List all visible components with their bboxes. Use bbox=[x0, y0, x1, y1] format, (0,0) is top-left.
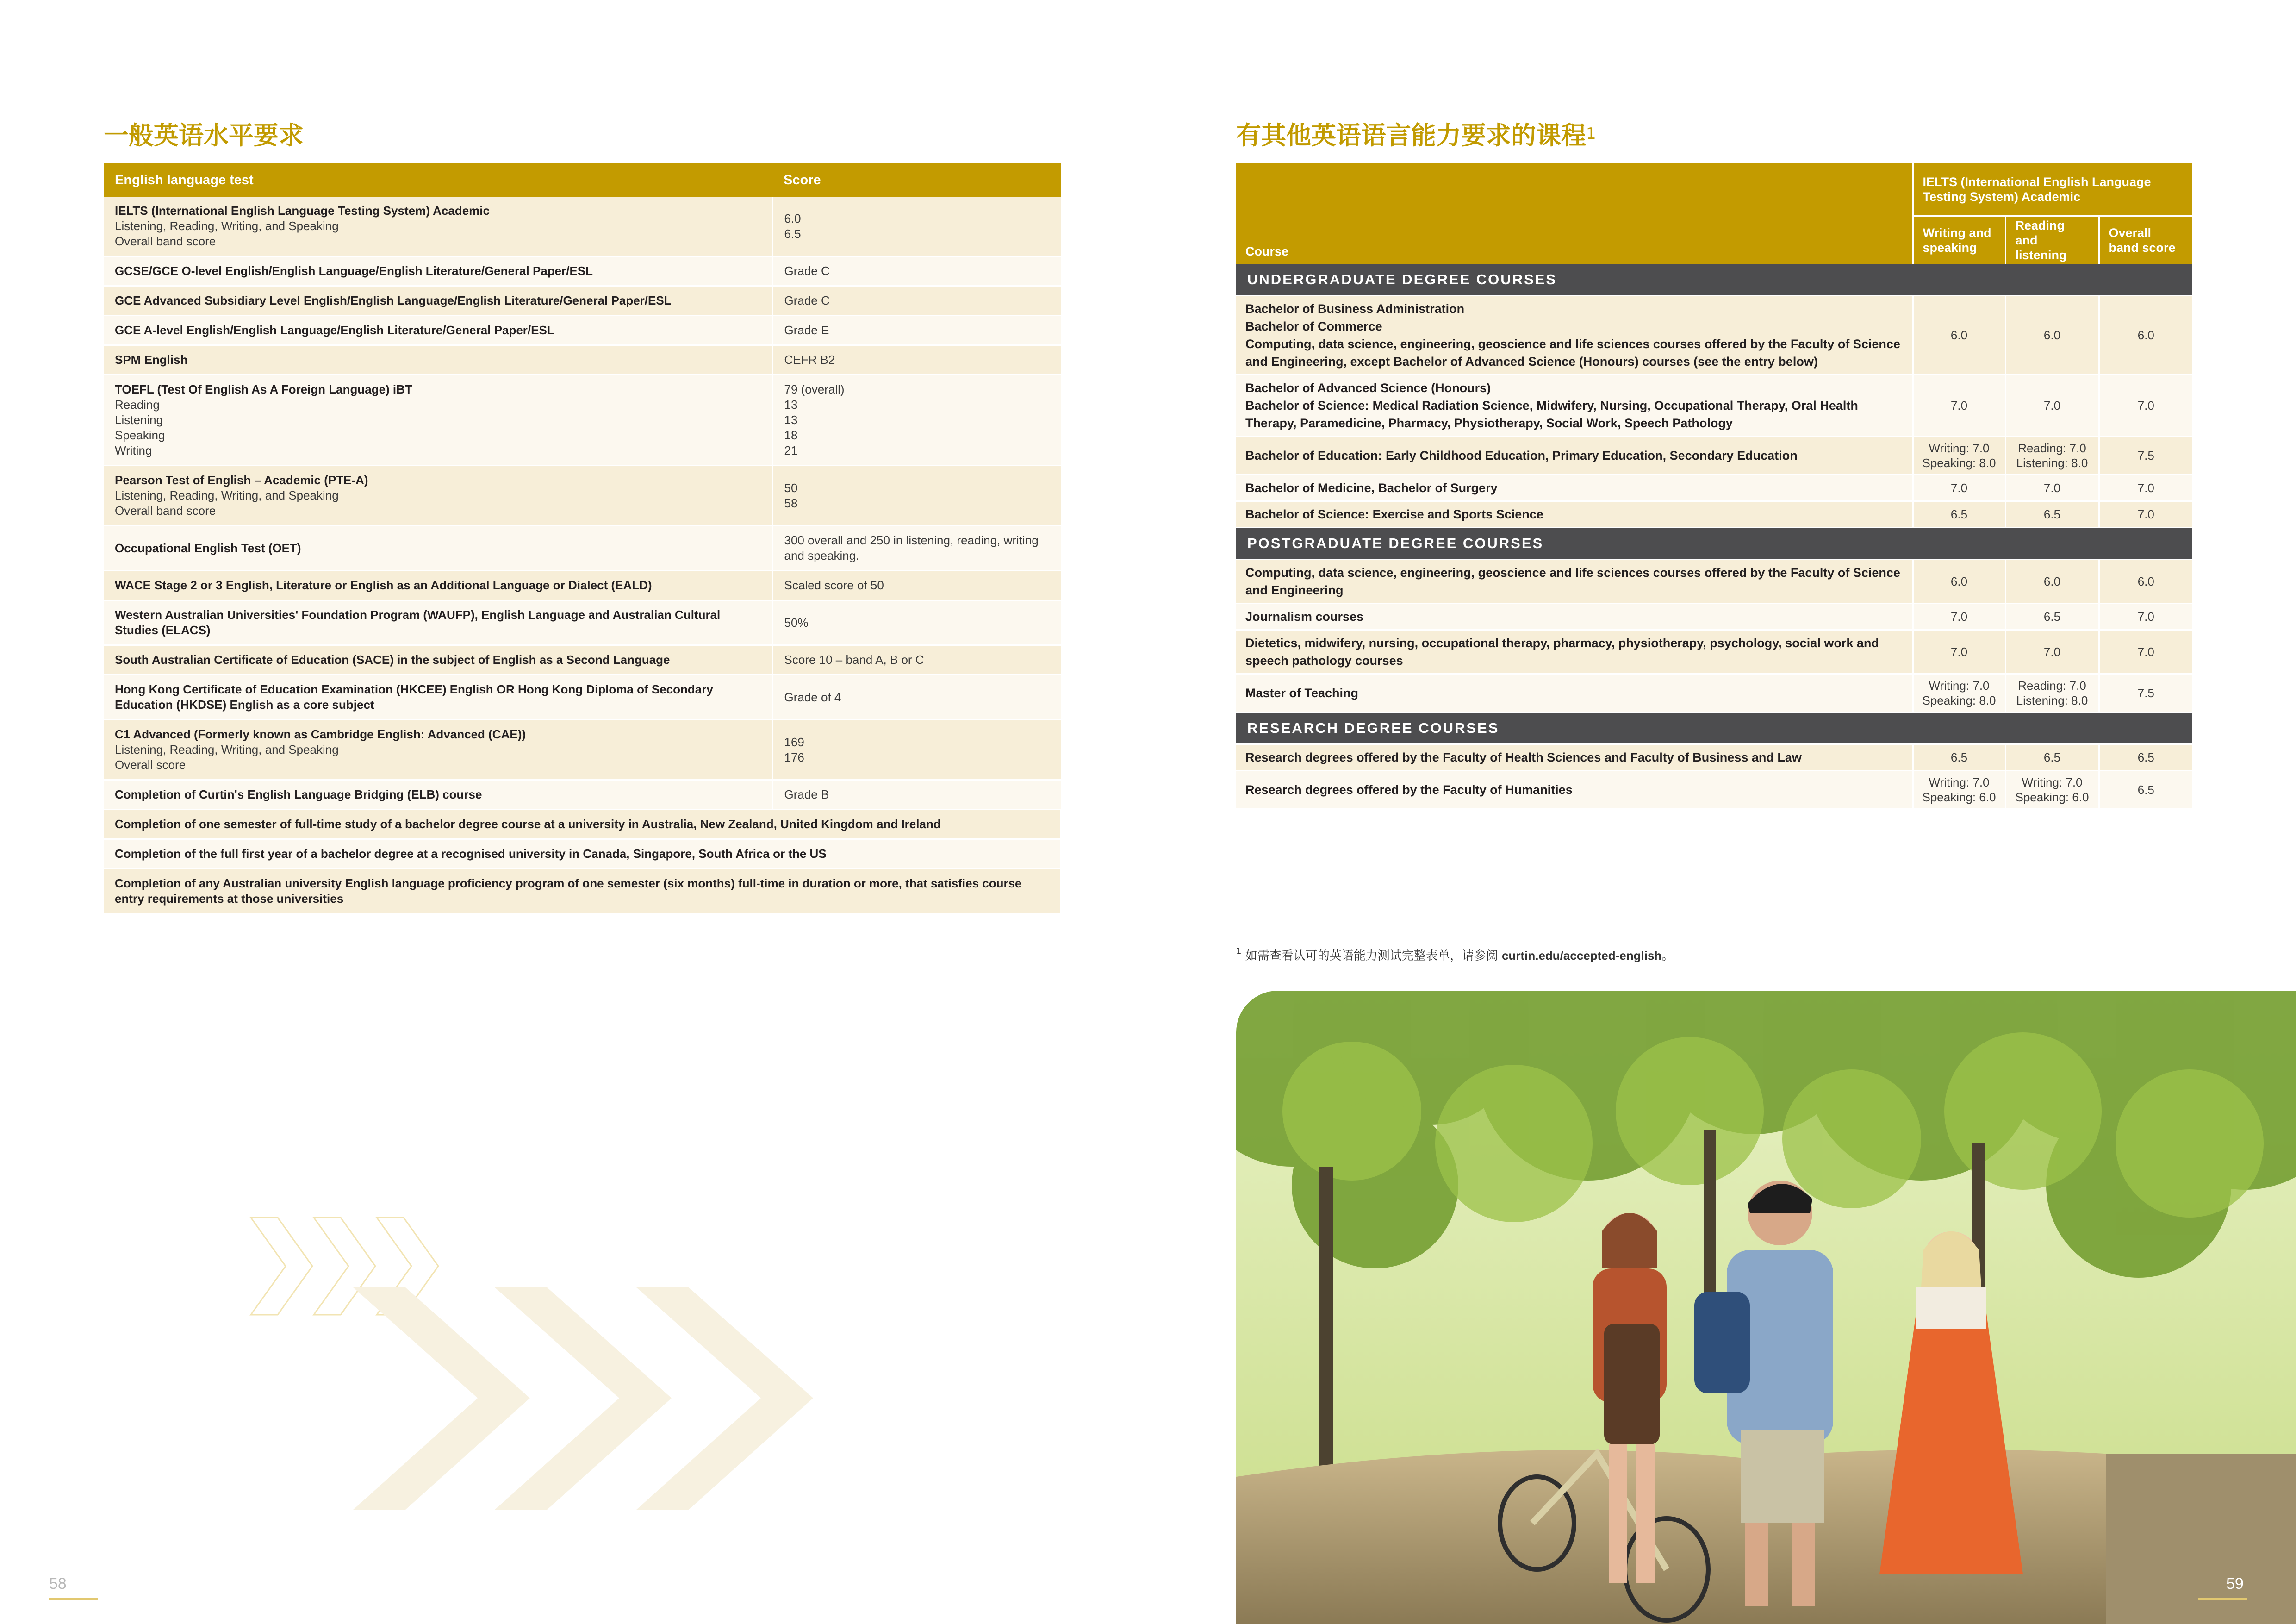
score-value: 6.5 bbox=[784, 226, 801, 241]
score-value: 7.0 bbox=[1950, 644, 1968, 659]
table-row bbox=[1236, 770, 2192, 809]
test-name-cell bbox=[104, 526, 772, 571]
table-row bbox=[104, 375, 1061, 466]
course-specific-requirements-table bbox=[1236, 163, 2192, 810]
table-row bbox=[104, 839, 1061, 869]
overall-band-score: 7.0 bbox=[2099, 630, 2192, 674]
course-name: Computing, data science, engineering, geoscience and life sciences courses offered by the Faculty of Science and Engineering bbox=[1245, 565, 1900, 597]
course-cell bbox=[1236, 770, 1913, 809]
writing-speaking-score bbox=[1913, 744, 2005, 770]
score-value: Writing: 7.0 bbox=[1929, 441, 1990, 455]
course-name: Research degrees offered by the Faculty of Health Sciences and Faculty of Business and Law bbox=[1245, 750, 1802, 764]
score-value: Writing: 7.0 bbox=[1929, 678, 1990, 693]
score-value: 300 overall and 250 in listening, reading, writing and speaking. bbox=[784, 533, 1039, 562]
test-component: Overall band score bbox=[115, 234, 216, 248]
section-header-row bbox=[1236, 527, 2192, 559]
right-page-heading: 有其他英语语言能力要求的课程$^1$ bbox=[1236, 121, 1596, 150]
course-cell bbox=[1236, 475, 1913, 501]
course-name: Bachelor of Commerce bbox=[1245, 319, 1382, 333]
test-name-cell bbox=[104, 645, 772, 675]
test-component: Listening, Reading, Writing, and Speaking bbox=[115, 743, 339, 756]
score-value: 21 bbox=[784, 443, 798, 457]
score-value: Speaking: 8.0 bbox=[1922, 456, 1996, 470]
score-value: Grade E bbox=[784, 323, 829, 337]
score-value: Speaking: 6.0 bbox=[1922, 790, 1996, 804]
table-row bbox=[1236, 436, 2192, 475]
writing-speaking-score bbox=[1913, 436, 2005, 475]
test-name: C1 Advanced (Formerly known as Cambridge English: Advanced (CAE)) bbox=[115, 727, 526, 741]
section-header-row bbox=[1236, 264, 2192, 296]
score-value: 169 bbox=[784, 735, 804, 749]
test-name-cell bbox=[104, 571, 772, 600]
score-cell bbox=[772, 720, 1061, 780]
table-row bbox=[1236, 501, 2192, 527]
reading-listening-score bbox=[2005, 375, 2099, 436]
table-row bbox=[104, 675, 1061, 720]
section-header-row bbox=[1236, 712, 2192, 744]
right-page-number: 59 bbox=[2226, 1575, 2244, 1593]
score-value: 7.0 bbox=[1950, 398, 1968, 412]
table-row bbox=[104, 720, 1061, 780]
score-value: Listening: 8.0 bbox=[2016, 456, 2088, 470]
course-name: Bachelor of Education: Early Childhood Education, Primary Education, Secondary Education bbox=[1245, 448, 1798, 462]
score-value: 50% bbox=[784, 615, 809, 630]
score-value: 79 (overall) bbox=[784, 382, 845, 396]
test-name: IELTS (International English Language Testing System) Academic bbox=[115, 204, 490, 218]
right-page-number-rule bbox=[2198, 1598, 2247, 1600]
table-row bbox=[1236, 295, 2192, 375]
table-row bbox=[1236, 744, 2192, 770]
writing-speaking-score bbox=[1913, 375, 2005, 436]
score-cell bbox=[772, 526, 1061, 571]
table-row bbox=[104, 526, 1061, 571]
score-cell bbox=[772, 645, 1061, 675]
score-value: Grade B bbox=[784, 787, 829, 801]
score-cell bbox=[772, 780, 1061, 810]
test-name-cell bbox=[104, 675, 772, 720]
writing-speaking-score bbox=[1913, 603, 2005, 630]
score-value: 176 bbox=[784, 750, 804, 764]
score-cell bbox=[772, 197, 1061, 256]
test-component: Overall band score bbox=[115, 504, 216, 518]
reading-listening-score bbox=[2005, 603, 2099, 630]
test-name-cell bbox=[104, 286, 772, 316]
reading-listening-score bbox=[2005, 674, 2099, 712]
test-name-cell bbox=[104, 345, 772, 375]
overall-band-score: 7.0 bbox=[2099, 501, 2192, 527]
test-component: Listening, Reading, Writing, and Speaking bbox=[115, 488, 339, 502]
test-component: Listening bbox=[115, 413, 163, 427]
course-cell bbox=[1236, 603, 1913, 630]
column-header-score: Score bbox=[772, 163, 1061, 197]
test-name: GCSE/GCE O-level English/English Language/English Literature/General Paper/ESL bbox=[115, 264, 593, 278]
table-row bbox=[1236, 603, 2192, 630]
table-row bbox=[104, 256, 1061, 286]
score-cell bbox=[772, 286, 1061, 316]
score-cell bbox=[772, 345, 1061, 375]
score-value: 6.5 bbox=[1950, 507, 1968, 521]
course-name: Bachelor of Advanced Science (Honours) bbox=[1245, 381, 1491, 395]
table-row bbox=[104, 645, 1061, 675]
table-row bbox=[1236, 375, 2192, 436]
score-value: 6.5 bbox=[1950, 750, 1968, 764]
test-name: SPM English bbox=[115, 353, 188, 367]
reading-listening-score bbox=[2005, 744, 2099, 770]
left-page-heading: 一般英语水平要求 bbox=[104, 121, 304, 150]
score-value: Grade C bbox=[784, 294, 830, 307]
score-value: Speaking: 6.0 bbox=[2015, 790, 2089, 804]
score-value: 7.0 bbox=[1950, 481, 1968, 495]
column-header-overall: Overall band score bbox=[2099, 216, 2192, 264]
score-value: Writing: 7.0 bbox=[2022, 775, 2083, 789]
test-name: Completion of any Australian university English language proficiency program of one semester (six months) full-time in duration or more, that satisfies course entry requirements at those universities bbox=[115, 876, 1022, 906]
score-value: 58 bbox=[784, 496, 798, 510]
column-header-course: Course bbox=[1236, 163, 1913, 264]
accepted-english-link[interactable]: curtin.edu/accepted-english bbox=[1502, 949, 1662, 962]
reading-listening-score bbox=[2005, 436, 2099, 475]
course-cell bbox=[1236, 744, 1913, 770]
test-name: Western Australian Universities' Foundation Program (WAUFP), English Language and Australian Cultural Studies (ELACS) bbox=[115, 608, 721, 637]
table-row bbox=[104, 600, 1061, 645]
course-name: Computing, data science, engineering, geoscience and life sciences courses offered by the Faculty of Science and Engineering, except Bachelor of Advanced Science (Honours) courses (see the entry below) bbox=[1245, 337, 1900, 369]
course-name: Master of Teaching bbox=[1245, 686, 1359, 700]
left-page-number-rule bbox=[49, 1598, 98, 1600]
course-name: Journalism courses bbox=[1245, 609, 1364, 624]
test-name: South Australian Certificate of Education (SACE) in the subject of English as a Second Language bbox=[115, 653, 670, 667]
writing-speaking-score bbox=[1913, 295, 2005, 375]
writing-speaking-score bbox=[1913, 475, 2005, 501]
table-row bbox=[104, 286, 1061, 316]
table-row bbox=[104, 316, 1061, 345]
left-page-number: 58 bbox=[49, 1575, 67, 1593]
overall-band-score: 6.0 bbox=[2099, 559, 2192, 603]
score-value: Listening: 8.0 bbox=[2016, 693, 2088, 707]
score-cell bbox=[772, 316, 1061, 345]
course-name: Bachelor of Science: Medical Radiation Science, Midwifery, Nursing, Occupational Therapy, Oral Health Therapy, Paramedicine, Pharmacy, Physiotherapy, Social Work, Speech Pathology bbox=[1245, 398, 1858, 430]
reading-listening-score bbox=[2005, 295, 2099, 375]
test-name: GCE Advanced Subsidiary Level English/English Language/English Literature/General Paper/ESL bbox=[115, 294, 672, 307]
table-row bbox=[104, 780, 1061, 810]
score-value: 50 bbox=[784, 481, 798, 495]
score-value: Grade of 4 bbox=[784, 690, 841, 704]
section-title: POSTGRADUATE DEGREE COURSES bbox=[1236, 527, 2192, 559]
overall-band-score: 7.5 bbox=[2099, 674, 2192, 712]
test-name-cell bbox=[104, 316, 772, 345]
table-row bbox=[104, 466, 1061, 526]
score-cell bbox=[772, 375, 1061, 466]
reading-listening-score bbox=[2005, 475, 2099, 501]
test-component: Writing bbox=[115, 443, 152, 457]
score-value: 7.0 bbox=[2043, 398, 2061, 412]
column-header-test: English language test bbox=[104, 163, 772, 197]
score-value: 6.5 bbox=[2043, 507, 2061, 521]
course-name: Bachelor of Science: Exercise and Sports Science bbox=[1245, 507, 1543, 521]
test-component: Reading bbox=[115, 398, 160, 412]
general-english-requirements-table bbox=[104, 163, 1062, 914]
reading-listening-score bbox=[2005, 559, 2099, 603]
course-cell bbox=[1236, 559, 1913, 603]
score-value: 6.0 bbox=[1950, 574, 1968, 588]
section-title: RESEARCH DEGREE COURSES bbox=[1236, 712, 2192, 744]
test-name-cell bbox=[104, 869, 1061, 914]
table-row bbox=[1236, 674, 2192, 712]
course-name: Bachelor of Business Administration bbox=[1245, 301, 1465, 316]
score-value: Scaled score of 50 bbox=[784, 578, 884, 592]
footnote: $^1$ 如需查看认可的英语能力测试完整表单，请参阅 curtin.edu/accepted-english。 bbox=[1236, 946, 1674, 963]
course-cell bbox=[1236, 501, 1913, 527]
score-value: Reading: 7.0 bbox=[2018, 678, 2086, 693]
score-value: 6.0 bbox=[2043, 328, 2061, 342]
overall-band-score: 7.5 bbox=[2099, 436, 2192, 475]
score-value: 6.0 bbox=[2043, 574, 2061, 588]
score-value: 6.0 bbox=[784, 211, 801, 225]
test-name: Completion of the full first year of a bachelor degree at a recognised university in Canada, Singapore, South Africa or the US bbox=[115, 847, 827, 861]
score-value: 13 bbox=[784, 398, 798, 412]
reading-listening-score bbox=[2005, 501, 2099, 527]
score-value: Score 10 – band A, B or C bbox=[784, 653, 924, 667]
test-name: Completion of Curtin's English Language Bridging (ELB) course bbox=[115, 787, 482, 801]
test-name-cell bbox=[104, 256, 772, 286]
score-value: 7.0 bbox=[2043, 481, 2061, 495]
score-value: 6.5 bbox=[2043, 609, 2061, 624]
writing-speaking-score bbox=[1913, 501, 2005, 527]
table-row bbox=[104, 197, 1061, 256]
column-header-ielts: IELTS (International English Language Testing System) Academic bbox=[1913, 163, 2192, 216]
test-component: Overall score bbox=[115, 758, 186, 772]
course-name: Dietetics, midwifery, nursing, occupational therapy, pharmacy, physiotherapy, psychology, social work and speech pathology courses bbox=[1245, 636, 1879, 668]
score-cell bbox=[772, 571, 1061, 600]
score-cell bbox=[772, 256, 1061, 286]
test-name: Hong Kong Certificate of Education Examination (HKCEE) English OR Hong Kong Diploma of Secondary Education (HKDSE) English as a core subject bbox=[115, 682, 713, 712]
chevron-decoration-icon bbox=[245, 1213, 824, 1514]
table-row bbox=[1236, 559, 2192, 603]
table-row bbox=[104, 869, 1061, 914]
test-name-cell bbox=[104, 810, 1061, 839]
overall-band-score: 7.0 bbox=[2099, 603, 2192, 630]
test-name: GCE A-level English/English Language/English Literature/General Paper/ESL bbox=[115, 323, 554, 337]
test-name-cell bbox=[104, 780, 772, 810]
test-name: TOEFL (Test Of English As A Foreign Language) iBT bbox=[115, 382, 412, 396]
column-header-reading-listening: Reading and listening bbox=[2005, 216, 2099, 264]
course-cell bbox=[1236, 295, 1913, 375]
table-row bbox=[1236, 475, 2192, 501]
table-header-row bbox=[104, 163, 1061, 197]
score-value: 6.0 bbox=[1950, 328, 1968, 342]
score-value: 13 bbox=[784, 413, 798, 427]
reading-listening-score bbox=[2005, 630, 2099, 674]
test-name-cell bbox=[104, 375, 772, 466]
test-name: WACE Stage 2 or 3 English, Literature or English as an Additional Language or Dialect (EALD) bbox=[115, 578, 652, 592]
score-cell bbox=[772, 466, 1061, 526]
course-name: Bachelor of Medicine, Bachelor of Surgery bbox=[1245, 481, 1498, 495]
overall-band-score: 6.5 bbox=[2099, 744, 2192, 770]
test-component: Listening, Reading, Writing, and Speaking bbox=[115, 219, 339, 233]
score-value: 7.0 bbox=[1950, 609, 1968, 624]
test-name-cell bbox=[104, 720, 772, 780]
course-cell bbox=[1236, 436, 1913, 475]
overall-band-score: 7.0 bbox=[2099, 375, 2192, 436]
course-cell bbox=[1236, 375, 1913, 436]
writing-speaking-score bbox=[1913, 674, 2005, 712]
overall-band-score: 6.5 bbox=[2099, 770, 2192, 809]
students-walking-photo bbox=[1236, 991, 2296, 1624]
writing-speaking-score bbox=[1913, 559, 2005, 603]
test-name: Pearson Test of English – Academic (PTE-A) bbox=[115, 473, 368, 487]
course-cell bbox=[1236, 630, 1913, 674]
score-value: 18 bbox=[784, 428, 798, 442]
score-value: 6.5 bbox=[2043, 750, 2061, 764]
score-cell bbox=[772, 675, 1061, 720]
test-name-cell bbox=[104, 466, 772, 526]
test-name-cell bbox=[104, 197, 772, 256]
column-header-writing-speaking: Writing and speaking bbox=[1913, 216, 2005, 264]
table-row bbox=[104, 345, 1061, 375]
test-name-cell bbox=[104, 839, 1061, 869]
score-value: Writing: 7.0 bbox=[1929, 775, 1990, 789]
table-row bbox=[104, 571, 1061, 600]
section-title: UNDERGRADUATE DEGREE COURSES bbox=[1236, 264, 2192, 296]
overall-band-score: 6.0 bbox=[2099, 295, 2192, 375]
score-value: CEFR B2 bbox=[784, 353, 835, 367]
reading-listening-score bbox=[2005, 770, 2099, 809]
course-name: Research degrees offered by the Faculty of Humanities bbox=[1245, 782, 1573, 797]
score-value: 7.0 bbox=[2043, 644, 2061, 659]
table-row bbox=[1236, 630, 2192, 674]
score-value: Grade C bbox=[784, 264, 830, 278]
test-name: Occupational English Test (OET) bbox=[115, 541, 301, 555]
writing-speaking-score bbox=[1913, 770, 2005, 809]
score-value: Speaking: 8.0 bbox=[1922, 693, 1996, 707]
test-name: Completion of one semester of full-time study of a bachelor degree course at a university in Australia, New Zealand, United Kingdom and Ireland bbox=[115, 817, 941, 831]
overall-band-score: 7.0 bbox=[2099, 475, 2192, 501]
score-cell bbox=[772, 600, 1061, 645]
score-value: Reading: 7.0 bbox=[2018, 441, 2086, 455]
test-component: Speaking bbox=[115, 428, 165, 442]
writing-speaking-score bbox=[1913, 630, 2005, 674]
course-cell bbox=[1236, 674, 1913, 712]
test-name-cell bbox=[104, 600, 772, 645]
table-row bbox=[104, 810, 1061, 839]
